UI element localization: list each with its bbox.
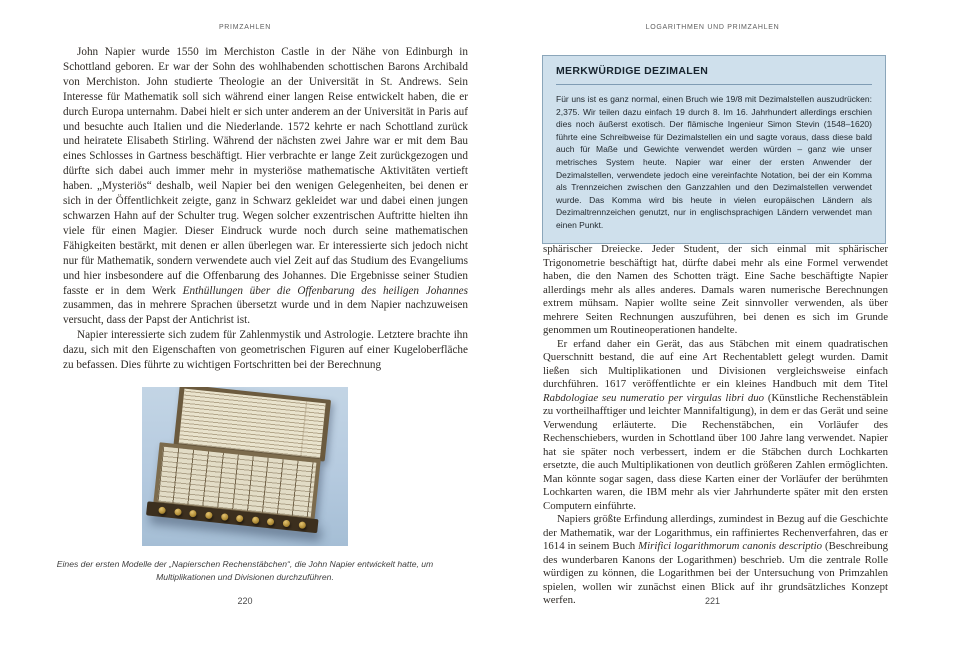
device-knob <box>205 511 213 519</box>
device-knob <box>298 521 306 529</box>
device-knob <box>236 514 244 522</box>
photo-caption: Eines der ersten Modelle der „Napierschen Rechenstäbchen“, die John Napier entwickelt hatte, um Multiplikationen und Divisionen durchzuführen. <box>56 559 434 582</box>
napier-device <box>145 387 339 544</box>
right-page-number: 221 <box>704 596 721 606</box>
info-box-title: MERKWÜRDIGE DEZIMALEN <box>556 65 709 77</box>
paragraph: John Napier wurde 1550 im Merchiston Castle in der Nähe von Edinburgh in Schottland geboren. Er war der Sohn des wohlhabenden schottischen Barons Archibald von Merchiston. John studierte Theologie an der Universität in St. Andrews. Sein Interesse für Mathematik soll sich während einer langen Reise entwickelt haben, die er durch Europa unternahm. Dabei hielt er sich unter anderem an der Universität in Paris auf und besuchte auch Italien und die Niederlande. 1572 kehrte er nach Schottland zurück und heiratete Elisabeth Stirling. Während der nächsten zwei Jahre war er mit dem Bau eines Schlosses in Gartness beschäftigt. Hier verbrachte er lange Zeit zurückgezogen und dürfte sich dabei auch immer mehr in mysteriöse mathematische Aktivitäten vertieft haben. „Mysteriös“ deshalb, weil Napier bei den wenigen Gelegenheiten, bei denen er sich in der Öffentlichkeit zeigte, ganz in Schwarz gekleidet war und dabei einen jungen schwarzen Hahn auf der Schulter trug. Wegen solcher exzentrischen Auftritte hielten ihn viele für einen Magier. Dieser Eindruck wurde noch durch seine mathematischen Fähigkeiten bestärkt, mit denen er allen überlegen war. Er interessierte sich jedoch nicht nur für Mathematik, sondern verwendete auch viel Zeit auf das Studium des Evangeliums und hier insbesondere auf die Offenbarung des Johannes. Die Ergebnisse seiner Studien fasste er in dem Werk Enthüllungen über die Offenbarung des heiligen Johannes zusammen, das in mehrere Sprachen übersetzt wurde und in dem Napier nachzuweisen versucht, dass der Papst der Antichrist ist. <box>63 46 468 327</box>
device-knob <box>283 519 291 527</box>
paragraph: Er erfand daher ein Gerät, das aus Stäbchen mit einem quadratischen Querschnitt bestand, die auf eine Art Rechentablett gelegt wurden. Damit ließen sich Multiplikationen und Divisionen vergleichsweise einfach durchführen. 1617 veröffentlichte er ein kleines Handbuch mit dem Titel Rabdologiae seu numeratio per virgulas libri duo (Künstliche Rechenstäblein zu vortheilhafftiger und leichter Mannifaltigung), in dem er das Gerät und seine Verwendung erläuterte. Die Rechenstäbchen, ein Vorläufer des Rechenschiebers, wurden in Schottland über 100 Jahre lang verwendet. Napier hat sie später noch verbessert, indem er die Stäbchen durch Lochkarten ersetzte, die auch Multiplikationen von deutlich größeren Zahlen ermöglichten. Man könnte sogar sagen, dass diese Karten einer der Vorläufer der berühmten Lochkarten waren, die IBM mehr als vier Jahrhunderte später mit den ersten Computern einführte. <box>543 337 888 512</box>
napier-bones-photo <box>142 387 348 546</box>
left-running-header: PRIMZAHLEN <box>218 24 272 31</box>
paragraph: Napier interessierte sich zudem für Zahlenmystik und Astrologie. Letztere brachte ihn dazu, sich mit den Eigenschaften von geometrischen Figuren auf einer Kugeloberfläche zu befassen. Dies führte zu wichtigen Fortschritten bei der Berechnung <box>63 329 468 372</box>
device-knob <box>221 513 229 521</box>
info-box-title-rule <box>556 84 872 85</box>
device-knob <box>159 506 167 514</box>
paragraph: Napiers größte Erfindung allerdings, zumindest in Bezug auf die Geschichte der Mathematik, war der Logarithmus, ein raffiniertes Rechenverfahren, das er 1614 in seinem Buch Mirifici logarithmorum canonis descriptio (Beschreibung des wunderbaren Kanons der Logarithmen) beschrieb. Um die zentrale Rolle würdigen zu können, die Logarithmen bei der Untersuchung von Primzahlen spielen, wollen wir zunächst einen Blick auf ihr grundsätzliches Konzept werfen. <box>543 513 888 606</box>
left-body-text <box>63 45 468 373</box>
paragraph: sphärischer Dreiecke. Jeder Student, der sich einmal mit sphärischer Trigonometrie beschäftigt hat, dürfte dabei mehr als eine Formel verwendet haben, die den Namen des Schotten trägt. Eine Sache beschäftigte Napier allerdings mehr als alles anderes. Damals waren numerische Berechnungen extrem mühsam. Napier wollte seine Zeit sinnvoller verwenden, als über mehrere Seiten Rechnungen auszuführen, bei denen es sich im Grunde genommen um Routineoperationen handelte. <box>543 243 888 336</box>
info-box-body: Für uns ist es ganz normal, einen Bruch wie 19/8 mit Dezimalstellen auszudrücken: 2,375. Wir teilen dazu einfach 19 durch 8. Im 16. Jahrhundert allerdings erschien dies noch äußerst exotisch. Der flämische Ingenieur Simon Stevin (1548–1620) führte eine Schreibweise für Dezimalstellen ein und sagte voraus, dass diese bald auch für Maße und Gewichte verwendet werden würden – ganz wie unser metrisches System heute. Napier war einer der ersten Anwender der Dezimalstellen, verwendete jedoch eine vereinfachte Notation, bei der ein Komma als Trennzeichen zwischen den Ganzzahlen und den Dezimalstellen verwendet wurde. Das Komma wird bis heute in vielen europäischen Ländern als Dezimaltrennzeichen genutzt, nur in englischsprachigen Ländern verwendet man einen Punkt. <box>556 94 872 230</box>
device-knob <box>174 508 182 516</box>
right-body-text <box>543 243 888 608</box>
right-running-header: LOGARITHMEN UND PRIMZAHLEN <box>645 24 780 31</box>
left-page-number: 220 <box>237 596 253 606</box>
device-knob <box>190 509 198 517</box>
device-knob <box>267 518 275 526</box>
info-box <box>542 55 886 244</box>
device-knob <box>252 516 260 524</box>
